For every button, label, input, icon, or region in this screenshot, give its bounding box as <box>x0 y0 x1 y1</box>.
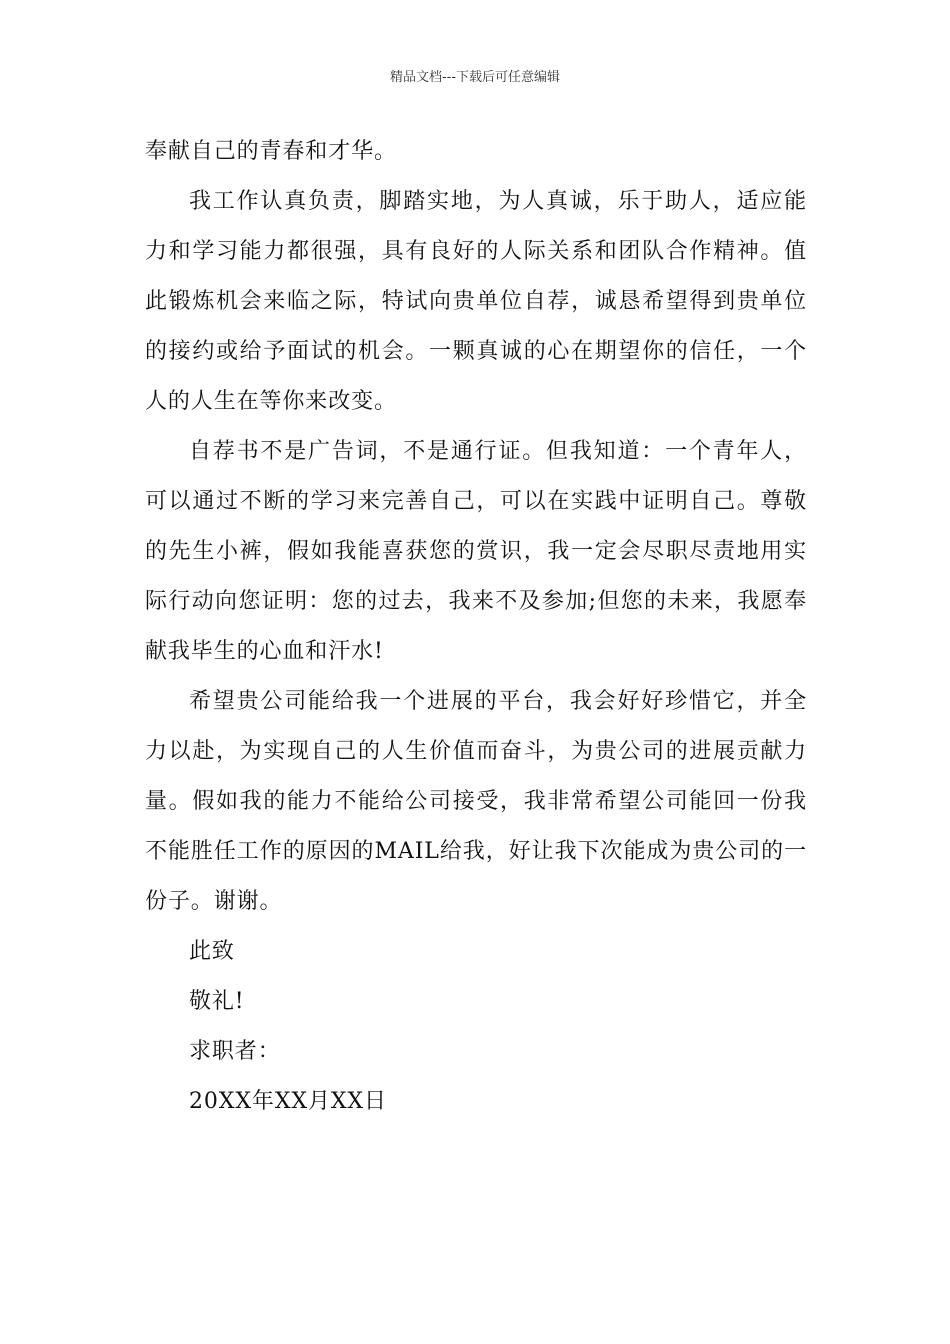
paragraph-work-attitude: 我工作认真负责，脚踏实地，为人真诚，乐于助人，适应能力和学习能力都很强，具有良好的人际关系和团队合作精神。值此锻炼机会来临之际，特试向贵单位自荐，诚恳希望得到贵单位的接约或给予面试的机会。一颗真诚的心在期望你的信任，一个人的人生在等你来改变。 <box>145 189 807 414</box>
signature-label: 求职者： <box>189 1039 281 1064</box>
paragraph-self-recommendation: 自荐书不是广告词，不是通行证。但我知道：一个青年人，可以通过不断的学习来完善自己，可以在实践中证明自己。尊敬的先生小裤，假如我能喜获您的赏识，我一定会尽职尽责地用实际行动向您证明：您的过去，我来不及参加;但您的未来，我愿奉献我毕生的心血和汗水! <box>145 439 807 664</box>
closing-regards: 敬礼! <box>189 989 245 1014</box>
letter-date: 20XX年XX月XX日 <box>189 1089 387 1114</box>
paragraph-continuation: 奉献自己的青春和才华。 <box>145 139 397 164</box>
paragraph-hope: 希望贵公司能给我一个进展的平台，我会好好珍惜它，并全力以赴，为实现自己的人生价值而奋斗，为贵公司的进展贡献力量。假如我的能力不能给公司接受，我非常希望公司能回一份我不能胜任工作的原因的MAIL给我，好让我下次能成为贵公司的一份子。谢谢。 <box>145 689 807 914</box>
page-header: 精品文档---下载后可任意编辑 <box>389 70 561 85</box>
closing-salutation: 此致 <box>189 939 235 964</box>
letter-body <box>145 127 807 1127</box>
